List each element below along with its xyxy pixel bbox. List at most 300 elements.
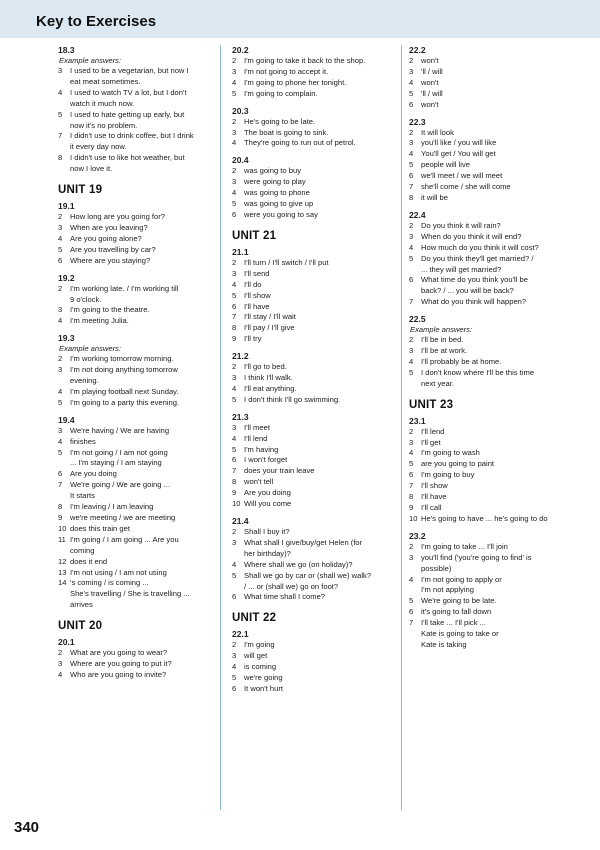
answer-text: I'll pay / I'll give [244,323,295,333]
answer-item [409,160,577,171]
answer-text: What time shall I come? [244,592,326,602]
answer-number: 6 [409,99,414,109]
answer-item [232,128,402,139]
answer-number: 4 [232,559,237,569]
exercise-number: 19.2 [58,272,75,283]
exercise-number: 22.5 [409,314,426,325]
answer-item [58,153,210,175]
exercise-note: Example answers: [59,344,122,354]
answer-text: I'm going to complain. [244,88,318,98]
answer-item [58,212,210,223]
answer-number: 4 [232,662,237,672]
answer-item [232,188,402,199]
answer-item [409,481,577,492]
answer-item [232,560,402,571]
answer-item [409,275,577,297]
answer-text: won't [421,99,439,109]
answer-number: 5 [58,109,63,119]
answer-item [232,640,402,651]
exercise-block [232,351,402,406]
answer-number: 3 [58,425,63,435]
answer-number: 3 [58,66,63,75]
answer-number: 2 [58,212,63,222]
answer-text: I'm going to phone her tonight. [244,77,347,87]
answer-item [232,662,402,673]
answer-text: I'll meet [244,422,270,432]
answer-number: 12 [58,556,67,566]
exercise-block [409,45,577,111]
answer-text: I'll be at work. [421,346,468,356]
answer-item [232,384,402,395]
answer-number: 5 [232,570,237,580]
answer-text: / ... or (shall we) go on foot? [244,581,339,591]
answer-item [409,138,577,149]
column-divider [220,45,221,810]
answer-text: now I love it. [70,164,113,174]
answer-number: 4 [409,574,414,584]
answer-text: we're meeting / we are meeting [70,513,176,522]
answer-text: we'll meet / we will meet [421,171,503,181]
answer-number: 7 [409,182,414,192]
answer-text: I'm meeting Julia. [70,316,129,326]
answer-number: 9 [232,334,237,344]
answer-text: 's coming / is coming ... [70,578,149,588]
answer-number: 3 [58,659,63,669]
answer-text: Shall I buy it? [244,527,290,536]
answer-text: I'm not doing anything tomorrow [70,365,178,375]
answer-item [232,199,402,210]
answer-item [232,395,402,406]
answer-text: Do you think it will rain? [421,220,501,230]
answer-item [409,182,577,193]
answer-number: 5 [232,673,237,683]
answer-number: 3 [409,346,414,356]
answer-text: are you going to paint [421,459,495,469]
answer-text: we're going [244,673,283,683]
answer-item [409,89,577,100]
answer-text: Are you doing [70,469,117,479]
unit-heading: UNIT 23 [409,398,454,411]
answer-item [409,368,577,390]
answer-text: I'm going [244,640,275,650]
answer-number: 9 [232,488,237,498]
answer-item [232,291,402,302]
answer-item [232,166,402,177]
answer-number: 11 [58,534,66,544]
exercise-block [232,412,402,510]
exercise-number: 23.2 [409,530,426,541]
answer-item [58,469,210,480]
answer-number: 8 [409,192,414,202]
answer-item [232,138,402,149]
answer-text: were going to play [244,177,306,187]
exercise-block [232,629,402,695]
answer-number: 5 [409,253,414,263]
answer-text: They're going to run out of petrol. [244,138,356,148]
answer-number: 8 [232,477,237,487]
answer-number: 4 [409,242,414,252]
answer-text: 'll / will [421,88,443,98]
answer-text: finishes [70,436,96,446]
answer-item [409,56,577,67]
answer-number: 3 [232,268,237,278]
answer-number: 6 [409,470,414,480]
answer-text: What shall I give/buy/get Helen (for [244,537,363,547]
answer-text: ... I'm staying / I am staying [70,458,162,468]
exercise-number: 22.2 [409,45,426,55]
exercise-block [409,314,577,390]
answer-number: 10 [232,499,241,509]
answer-text: I'll show [421,481,448,491]
answer-text: you'll find ('you're going to find' is [421,552,532,562]
answer-text: It won't hurt [244,683,284,693]
answer-text: was going to phone [244,188,310,198]
answer-number: 5 [58,447,63,457]
answer-text: I'm going / I am going ... Are you [70,534,179,544]
answer-text: 'll / will [421,66,443,76]
answer-text: next year. [421,378,454,388]
exercise-block [232,106,402,150]
answer-text: I'm not going to apply or [421,574,502,584]
answer-number: 7 [409,297,414,307]
answer-number: 7 [58,131,63,141]
answer-number: 5 [232,199,237,209]
answer-item [58,110,210,132]
answer-number: 2 [409,426,414,436]
answer-item [232,651,402,662]
answer-item [409,346,577,357]
answer-text: Where are you going to put it? [70,659,172,669]
answer-number: 7 [232,466,237,476]
answer-text: I'm working late. / I'm working till [70,283,179,293]
answer-text: Are you travelling by car? [70,244,156,254]
answer-item [58,524,210,535]
answer-text: I'll show [244,290,271,300]
answer-item [232,455,402,466]
answer-number: 5 [409,160,414,170]
answer-item [58,354,210,365]
answer-item [58,223,210,234]
answer-item [409,448,577,459]
answer-item [58,305,210,316]
answer-item [232,571,402,593]
answer-item [232,423,402,434]
answer-text: it will be [421,192,449,202]
answer-text: I'll have [421,492,447,502]
answer-item [409,607,577,618]
answer-number: 4 [58,87,63,97]
answer-text: won't [421,77,439,87]
answer-text: coming [70,545,95,555]
answer-item [232,302,402,313]
answer-item [58,535,210,557]
answer-text: He's going to have ... he's going to do [421,513,548,523]
answer-number: 2 [232,640,237,650]
page-title: Key to Exercises [36,13,157,30]
exercise-number: 22.3 [409,116,426,127]
answer-item [58,365,210,387]
answer-number: 5 [58,244,63,254]
answer-text: I'm going to a party this evening. [70,397,180,407]
answer-number: 4 [58,386,63,396]
answer-item [409,67,577,78]
exercise-number: 20.2 [232,45,249,55]
answer-text: I used to watch TV a lot, but I don't [70,87,187,97]
answer-item [409,243,577,254]
answer-item [232,499,402,510]
answer-text: you'll like / you will like [421,138,497,148]
answer-text: I'll be in bed. [421,335,464,345]
answer-item [409,459,577,470]
answer-item [409,357,577,368]
answer-item [409,492,577,503]
answer-item [232,89,402,100]
answer-item [409,221,577,232]
answer-text: What do you think will happen? [421,297,527,307]
exercise-block [58,273,210,328]
answer-item [58,131,210,153]
unit-heading: UNIT 21 [232,229,277,242]
answer-text: will get [244,651,268,661]
answer-number: 3 [232,422,237,432]
answer-number: 6 [232,455,237,465]
answer-text: When do you think it will end? [421,231,522,241]
answer-item [232,56,402,67]
answer-number: 4 [232,138,237,148]
answer-number: 6 [232,301,237,311]
answer-item [232,323,402,334]
answer-item [409,149,577,160]
unit-heading: UNIT 20 [58,620,103,633]
answer-text: You'll get / You will get [421,149,496,159]
answer-item [58,88,210,110]
answer-item [409,542,577,553]
answer-item [409,171,577,182]
answer-item [58,437,210,448]
answer-number: 3 [58,305,63,315]
answer-item [58,502,210,513]
answer-text: Where shall we go (on holiday)? [244,559,353,569]
answer-item [409,575,577,597]
answer-number: 4 [232,383,237,393]
answer-number: 3 [409,138,414,148]
answer-item [58,513,210,524]
exercise-number: 20.3 [232,105,249,116]
answer-number: 3 [409,231,414,241]
exercise-number: 21.4 [232,516,249,526]
answer-text: 9 o'clock. [70,294,102,304]
answer-text: What time do you think you'll be [421,275,528,285]
answer-number: 4 [409,356,414,366]
exercise-block [58,637,210,681]
answer-item [58,245,210,256]
answer-text: I'm not going to accept it. [244,66,329,76]
answer-number: 3 [232,127,237,137]
answer-item [58,448,210,470]
answer-item [58,316,210,327]
answer-text: I used to be a vegetarian, but now I [70,66,189,75]
answer-text: watch it much now. [70,98,135,108]
answer-text: He's going to be late. [244,116,316,126]
answer-text: I won't forget [244,455,288,465]
answer-text: Will you come [244,499,292,509]
answer-number: 4 [58,436,63,446]
answer-text: I think I'll walk. [244,373,293,383]
answer-text: We're having / We are having [70,425,170,435]
answer-item [232,280,402,291]
answer-text: She's travelling / She is travelling ... [70,589,190,599]
answer-number: 8 [232,323,237,333]
answer-text: people will live [421,160,470,170]
answer-text: I'll go to bed. [244,362,287,372]
answer-number: 3 [409,552,414,562]
answer-number: 8 [409,492,414,502]
exercise-block [409,416,577,525]
answer-item [232,210,402,221]
answer-item [409,470,577,481]
answer-text: I didn't use to like hot weather, but [70,153,185,163]
answer-text: I'll lend [421,426,445,436]
answer-text: What are you going to wear? [70,648,168,658]
answer-number: 3 [232,177,237,187]
answer-text: Kate is taking [421,639,467,649]
answer-text: won't tell [244,477,274,487]
answer-number: 2 [409,127,414,137]
answer-number: 6 [409,275,414,285]
answer-text: I'm leaving / I am leaving [70,502,154,512]
answer-text: I don't think I'll go swimming. [244,394,341,404]
answer-item [232,312,402,323]
answer-text: Who are you going to invite? [70,669,167,679]
answer-text: We're going / We are going ... [70,480,170,490]
answer-number: 3 [58,222,63,232]
answer-number: 14 [58,578,67,588]
answer-item [232,592,402,603]
exercise-number: 20.4 [232,155,249,166]
answer-number: 2 [409,56,414,65]
answer-item [232,466,402,477]
answer-item [409,438,577,449]
answer-text: I'll try [244,334,262,344]
answer-text: she'll come / she will come [421,182,511,192]
exercise-block [232,516,402,603]
exercise-block [232,45,402,100]
answer-item [232,117,402,128]
answer-number: 7 [409,618,414,628]
answer-number: 10 [409,513,418,523]
answer-text: I'm going to take it back to the shop. [244,56,366,65]
answer-number: 7 [232,312,237,322]
answer-number: 4 [232,77,237,87]
answer-text: I'm going to the theatre. [70,305,150,315]
answer-text: I'll get [421,437,441,447]
answer-text: does your train leave [244,466,315,476]
answer-text: We're going to be late. [421,596,497,606]
answer-text: I'm going to wash [421,448,480,458]
answer-item [232,684,402,695]
answer-number: 13 [58,567,67,577]
answer-number: 2 [409,335,414,345]
answer-number: 2 [58,648,63,658]
answer-item [58,659,210,670]
answer-number: 3 [232,651,237,661]
answer-item [58,568,210,579]
exercise-note: Example answers: [59,56,122,65]
answer-number: 5 [232,88,237,98]
answer-number: 3 [409,66,414,76]
answer-text: won't [421,56,439,65]
exercise-block [58,415,210,611]
answer-text: Do you think they'll get married? / [421,253,534,263]
answer-item [409,254,577,276]
answer-item [409,100,577,111]
exercise-block [232,155,402,221]
answer-text: her birthday)? [244,548,291,558]
answer-item [58,284,210,306]
answer-text: I'll take ... I'll pick ... [421,618,486,628]
answer-item [232,269,402,280]
answer-number: 2 [58,354,63,364]
answer-text: How long are you going for? [70,212,165,222]
answer-item [409,427,577,438]
answer-number: 5 [232,290,237,300]
answer-number: 3 [232,537,237,547]
answer-number: 5 [58,397,63,407]
answer-number: 2 [232,116,237,126]
answer-number: 5 [409,88,414,98]
answer-item [409,297,577,308]
unit-heading: UNIT 19 [58,184,103,197]
answer-text: I'll have [244,301,270,311]
answer-item [58,234,210,245]
answer-number: 2 [409,541,414,551]
answer-item [58,648,210,659]
answer-number: 6 [409,171,414,181]
answer-text: it's going to fall down [421,607,492,617]
answer-item [409,128,577,139]
answer-number: 4 [232,279,237,289]
answer-number: 3 [232,66,237,76]
exercise-block [58,201,210,267]
answer-number: 2 [232,257,237,267]
answer-item [58,480,210,502]
answer-number: 7 [409,481,414,491]
exercise-block [232,247,402,345]
answer-number: 4 [409,149,414,159]
answer-text: I didn't use to drink coffee, but I drink [70,131,194,141]
answer-number: 4 [409,448,414,458]
answer-text: back? / ... you will be back? [421,286,514,296]
answer-item [58,670,210,681]
answer-item [409,335,577,346]
answer-text: I'm not going / I am not going [70,447,168,457]
answer-item [409,503,577,514]
answer-item [232,373,402,384]
answer-number: 8 [58,502,63,512]
answer-number: 9 [58,513,63,522]
answer-item [232,527,402,538]
answer-text: I'll eat anything. [244,383,297,393]
answer-number: 5 [409,367,414,377]
answer-item [232,445,402,456]
exercise-block [409,531,577,651]
answer-text: evening. [70,376,99,386]
answer-column-3 [409,45,577,657]
answer-text: Are you doing [244,488,291,498]
exercise-number: 21.1 [232,246,249,257]
answer-text: When are you leaving? [70,222,148,232]
answer-number: 3 [232,373,237,383]
